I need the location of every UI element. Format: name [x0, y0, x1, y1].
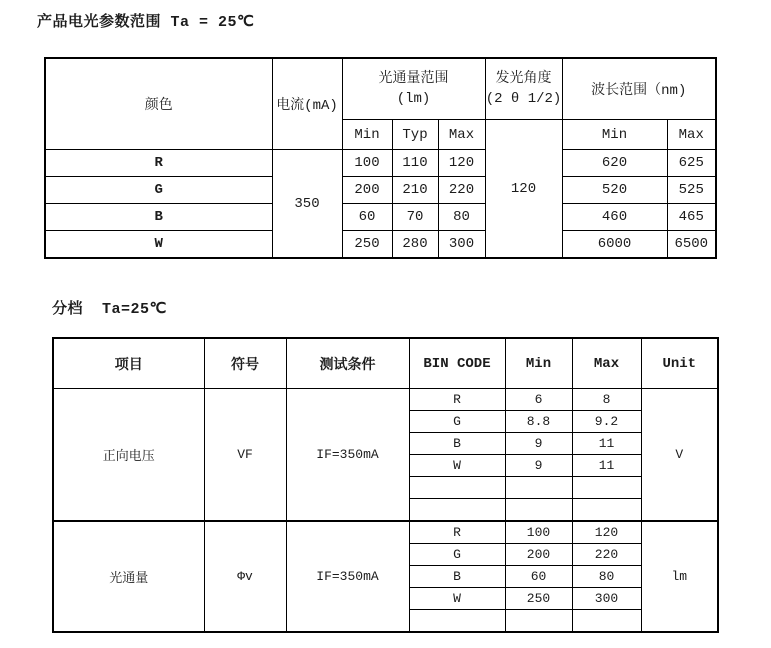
symbol-cell: VF — [204, 389, 286, 522]
flux-max-header-cell: Max — [438, 120, 485, 150]
flux-typ-cell: 110 — [392, 150, 438, 177]
table1-row-w — [45, 231, 716, 259]
bin-max-cell: 11 — [572, 455, 641, 477]
symbol-cell: Φv — [204, 521, 286, 632]
electro-optical-parameters-table — [44, 57, 717, 259]
bin-max-cell: 11 — [572, 433, 641, 455]
wavelength-max-cell: 6500 — [667, 231, 716, 259]
bin-code-cell — [409, 477, 505, 499]
bin-min-cell: 6 — [505, 389, 572, 411]
flux-typ-header-cell: Typ — [392, 120, 438, 150]
wavelength-min-cell: 460 — [562, 204, 667, 231]
wavelength-max-cell: 465 — [667, 204, 716, 231]
bin-min-cell: 200 — [505, 544, 572, 566]
flux-typ-cell: 70 — [392, 204, 438, 231]
current-value-cell: 350 — [272, 150, 342, 259]
binning-table — [52, 337, 719, 633]
color-header-cell: 颜色 — [45, 58, 272, 150]
bin-code-cell: G — [409, 544, 505, 566]
flux-range-header-cell — [342, 58, 485, 120]
color-cell: G — [45, 177, 272, 204]
wavelength-min-cell: 620 — [562, 150, 667, 177]
flux-min-cell: 200 — [342, 177, 392, 204]
view-angle-value-cell: 120 — [485, 120, 562, 259]
bin-code-cell: B — [409, 566, 505, 588]
view-angle-header-line1: 发光角度 — [495, 71, 552, 87]
bin-max-cell — [572, 477, 641, 499]
flux-min-cell: 60 — [342, 204, 392, 231]
wavelength-max-header-cell: Max — [667, 120, 716, 150]
flux-min-cell: 250 — [342, 231, 392, 259]
condition-cell: IF=350mA — [286, 521, 409, 632]
flux-range-header-line1: 光通量范围 — [378, 71, 449, 87]
flux-max-cell: 80 — [438, 204, 485, 231]
condition-header-cell: 测试条件 — [286, 338, 409, 389]
wavelength-max-cell: 625 — [667, 150, 716, 177]
wavelength-min-header-cell: Min — [562, 120, 667, 150]
flux-typ-cell: 280 — [392, 231, 438, 259]
table1-row-r — [45, 150, 716, 177]
symbol-header-cell: 符号 — [204, 338, 286, 389]
flux-typ-cell: 210 — [392, 177, 438, 204]
bin-code-cell: R — [409, 521, 505, 544]
unit-cell: V — [641, 389, 718, 522]
table2-header-row — [53, 338, 718, 389]
bin-code-cell: R — [409, 389, 505, 411]
bin-code-cell: W — [409, 455, 505, 477]
flux-min-cell: 100 — [342, 150, 392, 177]
flux-bin-row — [53, 521, 718, 544]
bin-min-cell: 100 — [505, 521, 572, 544]
color-cell: W — [45, 231, 272, 259]
bin-code-cell: B — [409, 433, 505, 455]
condition-cell: IF=350mA — [286, 389, 409, 522]
bin-max-cell: 220 — [572, 544, 641, 566]
bin-min-cell: 60 — [505, 566, 572, 588]
unit-header-cell: Unit — [641, 338, 718, 389]
view-angle-header-cell — [485, 58, 562, 120]
flux-range-header-line2: (lm) — [396, 91, 431, 107]
wavelength-min-cell: 520 — [562, 177, 667, 204]
color-cell: B — [45, 204, 272, 231]
bin-code-header-cell: BIN CODE — [409, 338, 505, 389]
current-header-cell: 电流(mA) — [272, 58, 342, 150]
bin-max-cell — [572, 499, 641, 522]
bin-max-cell: 8 — [572, 389, 641, 411]
bin-min-cell — [505, 610, 572, 633]
table1-row-b — [45, 204, 716, 231]
bin-min-cell: 9 — [505, 455, 572, 477]
flux-min-header-cell: Min — [342, 120, 392, 150]
item-header-cell: 项目 — [53, 338, 204, 389]
page-title-binning: 分档 Ta=25℃ — [52, 301, 167, 318]
wavelength-max-cell: 525 — [667, 177, 716, 204]
wavelength-min-cell: 6000 — [562, 231, 667, 259]
flux-max-cell: 220 — [438, 177, 485, 204]
min-header-cell: Min — [505, 338, 572, 389]
bin-max-cell: 9.2 — [572, 411, 641, 433]
bin-max-cell — [572, 610, 641, 633]
color-cell: R — [45, 150, 272, 177]
item-cell-luminous-flux: 光通量 — [53, 521, 204, 632]
table1-row-g — [45, 177, 716, 204]
flux-max-cell: 120 — [438, 150, 485, 177]
bin-max-cell: 120 — [572, 521, 641, 544]
bin-min-cell — [505, 499, 572, 522]
flux-max-cell: 300 — [438, 231, 485, 259]
bin-code-cell: G — [409, 411, 505, 433]
bin-code-cell — [409, 499, 505, 522]
bin-code-cell — [409, 610, 505, 633]
bin-min-cell — [505, 477, 572, 499]
max-header-cell: Max — [572, 338, 641, 389]
item-cell-forward-voltage: 正向电压 — [53, 389, 204, 522]
bin-min-cell: 250 — [505, 588, 572, 610]
page-title-parameters: 产品电光参数范围 Ta = 25℃ — [37, 14, 255, 31]
bin-min-cell: 9 — [505, 433, 572, 455]
vf-bin-row — [53, 389, 718, 411]
unit-cell: lm — [641, 521, 718, 632]
wavelength-range-header-cell: 波长范围（nm) — [562, 58, 716, 120]
bin-max-cell: 80 — [572, 566, 641, 588]
table1-header-row-top — [45, 58, 716, 120]
bin-min-cell: 8.8 — [505, 411, 572, 433]
bin-code-cell: W — [409, 588, 505, 610]
view-angle-header-line2: (2 θ 1/2) — [485, 91, 562, 107]
bin-max-cell: 300 — [572, 588, 641, 610]
